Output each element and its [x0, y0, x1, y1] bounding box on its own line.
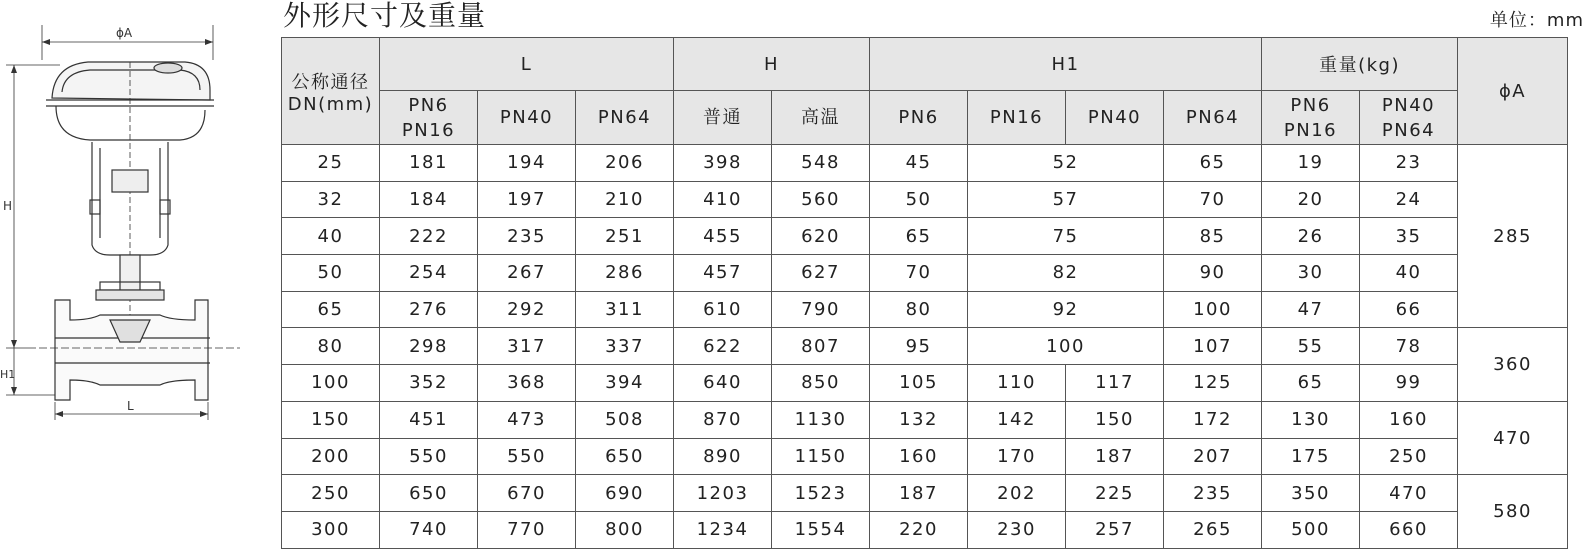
cell-l-pn64: 508 — [576, 401, 674, 438]
cell-weight-a: 19 — [1262, 145, 1360, 182]
header-weight-pn40: PN40 — [1381, 94, 1436, 116]
cell-h1-pn6: 45 — [870, 145, 968, 182]
dimension-weight-table — [281, 37, 1568, 549]
unit-label: 单位：mm — [1489, 10, 1584, 31]
cell-h1-pn16-pn40: 82 — [968, 255, 1164, 292]
header-H-normal: 普通 — [674, 91, 772, 145]
cell-l-pn40: 235 — [478, 218, 576, 255]
header-L-pn6-pn16 — [380, 91, 478, 145]
cell-weight-a: 130 — [1262, 401, 1360, 438]
cell-weight-a: 175 — [1262, 438, 1360, 475]
cell-h1-pn6: 132 — [870, 401, 968, 438]
header-H1-pn16: PN16 — [968, 91, 1066, 145]
cell-phiA: 580 — [1458, 475, 1568, 548]
cell-weight-b: 40 — [1360, 255, 1458, 292]
cell-l-pn40: 550 — [478, 438, 576, 475]
cell-h1-pn40: 187 — [1066, 438, 1164, 475]
cell-h1-pn64: 85 — [1164, 218, 1262, 255]
header-dn-line1: 公称通径 — [291, 71, 370, 93]
cell-l-pn40: 770 — [478, 511, 576, 548]
cell-weight-b: 66 — [1360, 291, 1458, 328]
header-L-pn64: PN64 — [576, 91, 674, 145]
header-H-high: 高温 — [772, 91, 870, 145]
cell-l-pn6-16: 650 — [380, 475, 478, 512]
cell-h-normal: 622 — [674, 328, 772, 365]
cell-h1-pn6: 70 — [870, 255, 968, 292]
cell-l-pn6-16: 276 — [380, 291, 478, 328]
cell-dn: 80 — [282, 328, 380, 365]
header-H1-pn40: PN40 — [1066, 91, 1164, 145]
table-row — [282, 401, 1568, 438]
cell-weight-b: 160 — [1360, 401, 1458, 438]
cell-l-pn6-16: 740 — [380, 511, 478, 548]
cell-h1-pn16: 230 — [968, 511, 1066, 548]
header-dn-line2: DN(mm) — [287, 93, 374, 115]
cell-l-pn64: 206 — [576, 145, 674, 182]
cell-weight-a: 350 — [1262, 475, 1360, 512]
cell-h-normal: 455 — [674, 218, 772, 255]
drawing-label-phiA: ϕA — [116, 26, 133, 40]
cell-h1-pn64: 70 — [1164, 181, 1262, 218]
cell-h1-pn16-pn40: 75 — [968, 218, 1164, 255]
cell-weight-a: 55 — [1262, 328, 1360, 365]
cell-h1-pn64: 90 — [1164, 255, 1262, 292]
cell-weight-b: 35 — [1360, 218, 1458, 255]
cell-h1-pn16-pn40: 92 — [968, 291, 1164, 328]
header-group-H: H — [674, 38, 870, 91]
cell-h1-pn6: 160 — [870, 438, 968, 475]
cell-weight-b: 78 — [1360, 328, 1458, 365]
valve-dimension-drawing — [0, 20, 245, 430]
cell-dn: 65 — [282, 291, 380, 328]
cell-phiA: 470 — [1458, 401, 1568, 474]
cell-l-pn64: 337 — [576, 328, 674, 365]
cell-weight-b: 24 — [1360, 181, 1458, 218]
cell-phiA: 285 — [1458, 145, 1568, 328]
cell-h1-pn6: 80 — [870, 291, 968, 328]
cell-dn: 300 — [282, 511, 380, 548]
table-row — [282, 181, 1568, 218]
cell-dn: 25 — [282, 145, 380, 182]
header-dn — [282, 38, 380, 145]
cell-h-high: 548 — [772, 145, 870, 182]
cell-h-high: 620 — [772, 218, 870, 255]
cell-h1-pn16-pn40: 100 — [968, 328, 1164, 365]
cell-h-normal: 1234 — [674, 511, 772, 548]
cell-h-normal: 890 — [674, 438, 772, 475]
cell-h1-pn6: 50 — [870, 181, 968, 218]
cell-l-pn64: 311 — [576, 291, 674, 328]
table-row — [282, 255, 1568, 292]
cell-l-pn64: 690 — [576, 475, 674, 512]
cell-weight-b: 99 — [1360, 365, 1458, 402]
cell-weight-b: 250 — [1360, 438, 1458, 475]
table-row — [282, 511, 1568, 548]
header-weight-pn6-pn16 — [1262, 91, 1360, 145]
header-weight-pn6: PN6 — [1290, 94, 1331, 116]
header-L-pn6: PN6 — [408, 94, 449, 116]
cell-h1-pn6: 187 — [870, 475, 968, 512]
cell-h1-pn64: 100 — [1164, 291, 1262, 328]
cell-l-pn64: 286 — [576, 255, 674, 292]
cell-l-pn6-16: 451 — [380, 401, 478, 438]
cell-l-pn64: 210 — [576, 181, 674, 218]
header-weight-pn16: PN16 — [1283, 119, 1338, 141]
cell-h-normal: 640 — [674, 365, 772, 402]
cell-h-high: 1554 — [772, 511, 870, 548]
cell-h-high: 627 — [772, 255, 870, 292]
cell-h1-pn40: 117 — [1066, 365, 1164, 402]
cell-h1-pn16-pn40: 57 — [968, 181, 1164, 218]
cell-dn: 40 — [282, 218, 380, 255]
cell-l-pn40: 197 — [478, 181, 576, 218]
cell-h1-pn64: 172 — [1164, 401, 1262, 438]
cell-h1-pn16: 142 — [968, 401, 1066, 438]
cell-h1-pn64: 207 — [1164, 438, 1262, 475]
cell-h1-pn16-pn40: 52 — [968, 145, 1164, 182]
cell-l-pn64: 394 — [576, 365, 674, 402]
table-row — [282, 291, 1568, 328]
cell-dn: 32 — [282, 181, 380, 218]
cell-h1-pn40: 257 — [1066, 511, 1164, 548]
cell-dn: 100 — [282, 365, 380, 402]
cell-l-pn40: 292 — [478, 291, 576, 328]
cell-h1-pn64: 265 — [1164, 511, 1262, 548]
cell-h1-pn64: 235 — [1164, 475, 1262, 512]
cell-dn: 150 — [282, 401, 380, 438]
drawing-label-L: L — [127, 399, 134, 413]
header-group-H1: H1 — [870, 38, 1262, 91]
cell-h1-pn40: 150 — [1066, 401, 1164, 438]
cell-l-pn6-16: 352 — [380, 365, 478, 402]
table-row — [282, 145, 1568, 182]
page-title: 外形尺寸及重量 — [283, 0, 487, 32]
header-H1-pn64: PN64 — [1164, 91, 1262, 145]
cell-h1-pn64: 125 — [1164, 365, 1262, 402]
cell-h1-pn16: 110 — [968, 365, 1066, 402]
cell-l-pn64: 800 — [576, 511, 674, 548]
header-phiA: ϕA — [1458, 38, 1568, 145]
cell-h-high: 850 — [772, 365, 870, 402]
cell-h-high: 560 — [772, 181, 870, 218]
cell-weight-a: 20 — [1262, 181, 1360, 218]
cell-l-pn40: 194 — [478, 145, 576, 182]
cell-l-pn6-16: 298 — [380, 328, 478, 365]
cell-dn: 250 — [282, 475, 380, 512]
cell-h1-pn64: 65 — [1164, 145, 1262, 182]
table-row — [282, 475, 1568, 512]
cell-l-pn40: 267 — [478, 255, 576, 292]
cell-l-pn40: 368 — [478, 365, 576, 402]
cell-l-pn40: 317 — [478, 328, 576, 365]
cell-h-normal: 610 — [674, 291, 772, 328]
cell-h-high: 1523 — [772, 475, 870, 512]
cell-phiA: 360 — [1458, 328, 1568, 401]
cell-l-pn40: 670 — [478, 475, 576, 512]
cell-l-pn6-16: 254 — [380, 255, 478, 292]
cell-weight-a: 30 — [1262, 255, 1360, 292]
cell-h-high: 1150 — [772, 438, 870, 475]
table-row — [282, 365, 1568, 402]
cell-l-pn6-16: 550 — [380, 438, 478, 475]
cell-h-normal: 1203 — [674, 475, 772, 512]
table-row — [282, 218, 1568, 255]
cell-h-normal: 457 — [674, 255, 772, 292]
table-row — [282, 328, 1568, 365]
cell-h1-pn6: 95 — [870, 328, 968, 365]
header-L-pn16: PN16 — [401, 119, 456, 141]
cell-h1-pn6: 65 — [870, 218, 968, 255]
cell-h-high: 807 — [772, 328, 870, 365]
header-H1-pn6: PN6 — [870, 91, 968, 145]
cell-l-pn64: 251 — [576, 218, 674, 255]
cell-h-normal: 870 — [674, 401, 772, 438]
header-weight-pn40-pn64 — [1360, 91, 1458, 145]
cell-l-pn6-16: 181 — [380, 145, 478, 182]
drawing-label-H: H — [3, 199, 13, 213]
cell-l-pn6-16: 222 — [380, 218, 478, 255]
cell-h-normal: 410 — [674, 181, 772, 218]
cell-l-pn40: 473 — [478, 401, 576, 438]
cell-l-pn6-16: 184 — [380, 181, 478, 218]
cell-weight-b: 23 — [1360, 145, 1458, 182]
cell-h1-pn64: 107 — [1164, 328, 1262, 365]
header-weight-pn64: PN64 — [1381, 119, 1436, 141]
cell-h1-pn6: 105 — [870, 365, 968, 402]
cell-weight-a: 65 — [1262, 365, 1360, 402]
cell-weight-a: 26 — [1262, 218, 1360, 255]
table-row — [282, 438, 1568, 475]
cell-h1-pn16: 202 — [968, 475, 1066, 512]
cell-h-high: 1130 — [772, 401, 870, 438]
cell-dn: 50 — [282, 255, 380, 292]
cell-weight-a: 500 — [1262, 511, 1360, 548]
cell-weight-b: 660 — [1360, 511, 1458, 548]
cell-weight-b: 470 — [1360, 475, 1458, 512]
header-L-pn40: PN40 — [478, 91, 576, 145]
cell-h-normal: 398 — [674, 145, 772, 182]
header-group-L: L — [380, 38, 674, 91]
cell-h1-pn6: 220 — [870, 511, 968, 548]
header-group-weight: 重量(kg) — [1262, 38, 1458, 91]
cell-h1-pn40: 225 — [1066, 475, 1164, 512]
cell-h1-pn16: 170 — [968, 438, 1066, 475]
drawing-label-H1: H1 — [0, 368, 16, 381]
cell-h-high: 790 — [772, 291, 870, 328]
cell-weight-a: 47 — [1262, 291, 1360, 328]
cell-l-pn64: 650 — [576, 438, 674, 475]
cell-dn: 200 — [282, 438, 380, 475]
